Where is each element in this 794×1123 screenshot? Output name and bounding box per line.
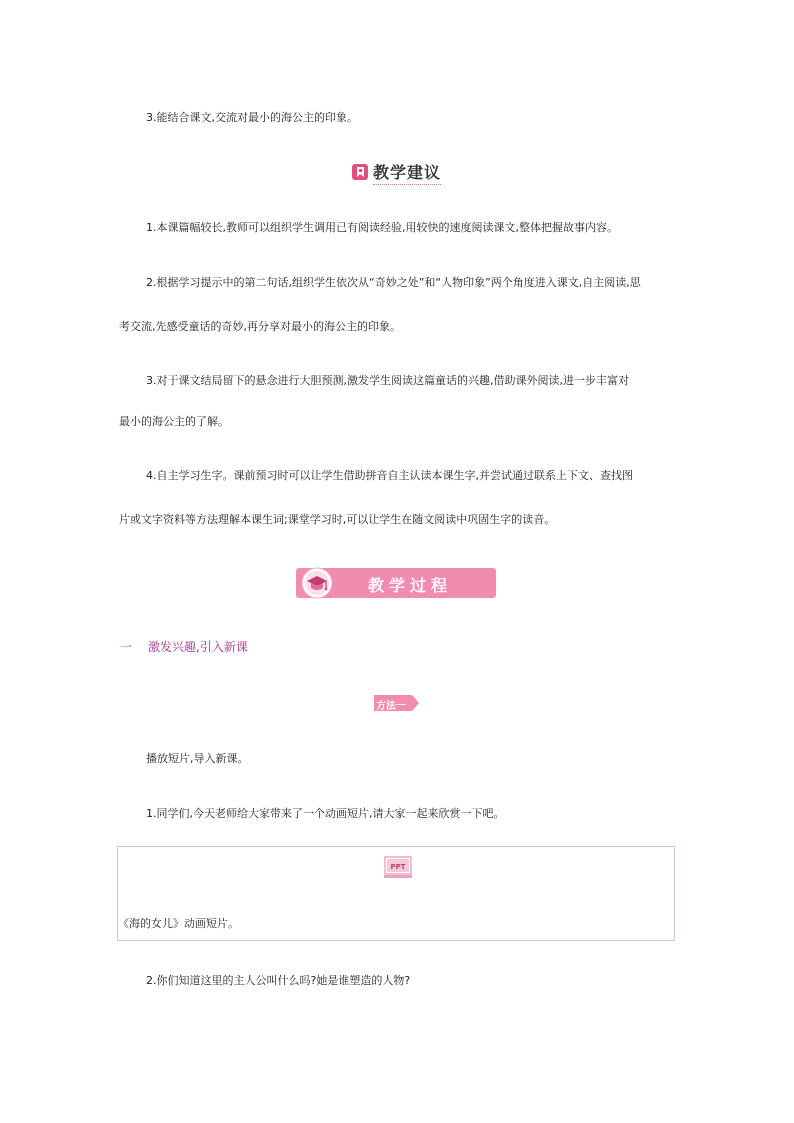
bookmark-icon (351, 163, 369, 181)
intro-text: 播放短片,导入新课。 (146, 752, 249, 765)
section-title: 激发兴趣,引入新课 (148, 640, 248, 654)
teaching-suggestions-heading (351, 160, 441, 184)
method-label: 方法一 (376, 701, 406, 712)
graduation-cap-icon (301, 567, 333, 599)
suggestion-1-line1: 1.本课篇幅较长,教师可以组织学生调用已有阅读经验,用较快的速度阅读课文,整体把握故事内容。 (146, 221, 618, 234)
suggestion-3-line1: 3.对于课文结局留下的悬念进行大胆预测,激发学生阅读这篇童话的兴趣,借助课外阅读,进一步丰富对 (146, 374, 629, 387)
suggestion-4-line2: 片或文字资料等方法理解本课生词;课堂学习时,可以让学生在随文阅读中巩固生字的读音。 (119, 513, 556, 526)
suggestion-3-line2: 最小的海公主的了解。 (119, 415, 229, 428)
ppt-icon-label: PPT (390, 863, 406, 871)
ppt-icon (384, 856, 412, 880)
suggestion-2-line1: 2.根据学习提示中的第二句话,组织学生依次从“奇妙之处”和“人物印象”两个角度进入课文,自主阅读,思 (146, 276, 641, 289)
suggestions-title: 教学建议 (373, 160, 441, 185)
step-2: 2.你们知道这里的主人公叫什么吗?她是谁塑造的人物? (146, 974, 411, 987)
banner-title: 教学过程 (368, 576, 453, 595)
goal-item-3: 3.能结合课文,交流对最小的海公主的印象。 (146, 111, 358, 124)
ppt-caption: 《海的女儿》动画短片。 (118, 917, 239, 930)
suggestion-2-line2: 考交流,先感受童话的奇妙,再分享对最小的海公主的印象。 (119, 320, 401, 333)
section-heading (120, 638, 248, 655)
ppt-box (117, 846, 675, 941)
step-1: 1.同学们,今天老师给大家带来了一个动画短片,请大家一起来欣赏一下吧。 (146, 807, 505, 820)
section-number: 一 (120, 640, 133, 654)
suggestion-4-line1: 4.自主学习生字。课前预习时可以让学生借助拼音自主认读本课生字,并尝试通过联系上下文、查找图 (146, 469, 633, 482)
teaching-process-banner (296, 568, 496, 598)
